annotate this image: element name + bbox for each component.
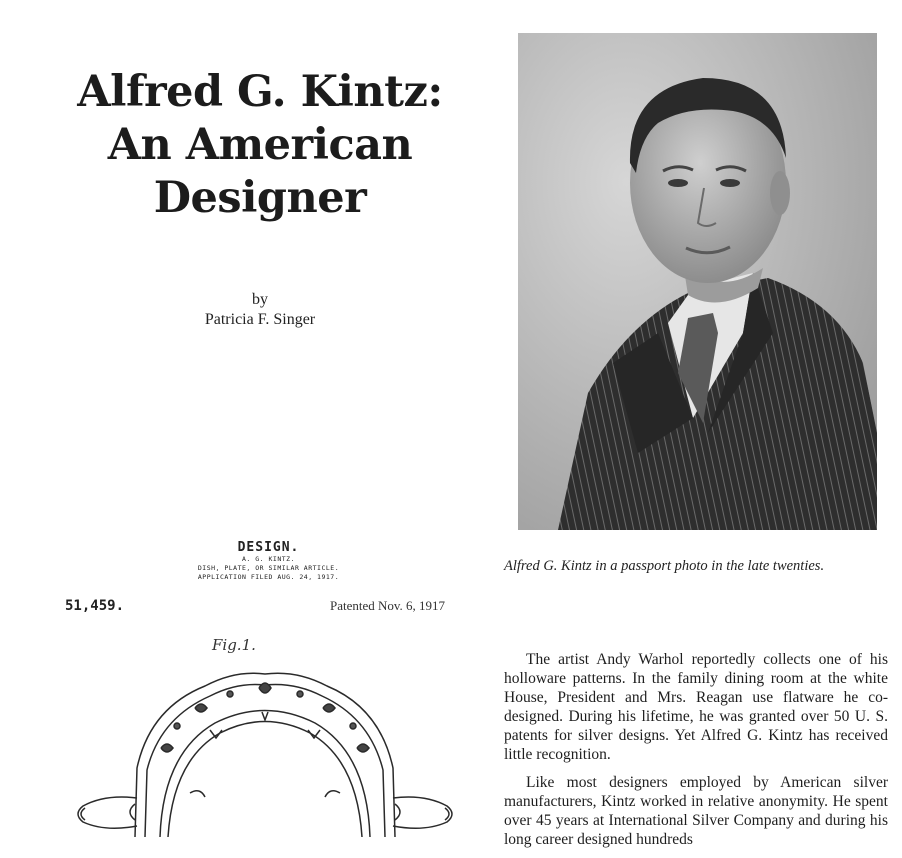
article-paragraph-2: Like most designers employed by American silver manufacturers, Kintz worked in relative anonymity. He spent over 45 years at International Silver Company and during his long career designed hundreds [504, 774, 888, 848]
figure-label: Fig.1. [212, 636, 256, 654]
byline-author: Patricia F. Singer [204, 311, 316, 328]
byline [160, 290, 360, 330]
portrait-photo [518, 33, 877, 530]
title-line-2: An American [107, 120, 413, 170]
photo-caption: Alfred G. Kintz in a passport photo in the late twenties. [504, 558, 825, 574]
patent-header [186, 540, 351, 582]
patent-date: Patented Nov. 6, 1917 [330, 598, 446, 613]
article-body [504, 650, 888, 858]
patent-inventor: A. G. KINTZ. [242, 555, 295, 563]
patent-heading: DESIGN. [237, 540, 300, 555]
byline-by: by [252, 291, 268, 308]
article-title [40, 66, 480, 225]
portrait-illustration [518, 33, 877, 530]
title-line-3: Designer [153, 173, 367, 223]
patent-subject: DISH, PLATE, OR SIMILAR ARTICLE. [197, 564, 340, 572]
patent-filed: APPLICATION FILED AUG. 24, 1917. [197, 573, 340, 581]
article-paragraph-1: The artist Andy Warhol reportedly collects one of his holloware patterns. In the family dining room at the white House, President and Mrs. Reagan use flatware he co-designed. During his lifetime, he was granted over 50 U. S. patents for silver designs. Yet Alfred G. Kintz has received little recognition. [504, 651, 888, 763]
title-line-1: Alfred G. Kintz: [77, 67, 443, 117]
patent-number: 51,459. [65, 598, 125, 614]
patent-dish-drawing [65, 648, 465, 837]
